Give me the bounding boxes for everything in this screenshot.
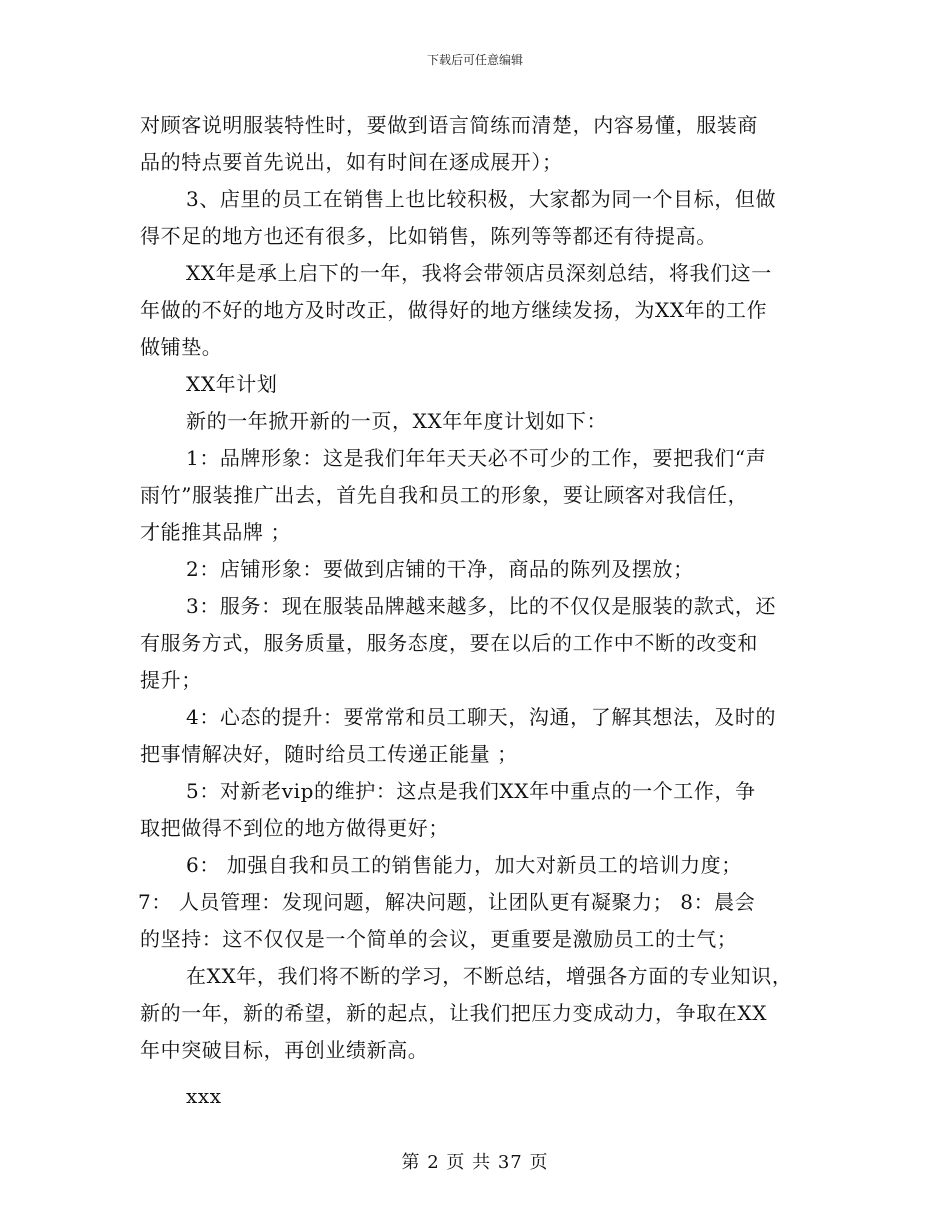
signature-line: xxx xyxy=(186,1084,222,1108)
plan-item-2: 2：店铺形象：要做到店铺的干净，商品的陈列及摆放； xyxy=(186,557,694,581)
paragraph-line-1: 对顾客说明服装特性时，要做到语言简练而清楚，内容易懂，服装商 xyxy=(140,113,758,137)
plan-item-6: 6： 加强自我和员工的销售能力，加大对新员工的培训力度； xyxy=(186,853,742,877)
page-header: 下载后可任意编辑 xyxy=(426,53,523,67)
plan-item-4-line-2: 把事情解决好，随时给员工传递正能量 ； xyxy=(140,742,518,766)
paragraph-line-7: 做铺垫。 xyxy=(140,335,223,359)
plan-item-1-line-2: 雨竹”服装推广出去，首先自我和员工的形象，要让顾客对我信任， xyxy=(140,483,749,507)
paragraph-line-3: 3、店里的员工在销售上也比较积极，大家都为同一个目标，但做 xyxy=(186,187,777,211)
plan-item-1-line-1: 1：品牌形象：这是我们年年天天必不可少的工作，要把我们“声 xyxy=(186,446,767,470)
plan-item-1-line-3: 才能推其品牌 ； xyxy=(140,520,292,544)
paragraph-line-9: 新的一年掀开新的一页，XX年年度计划如下： xyxy=(186,409,608,433)
paragraph-line-5: XX年是承上启下的一年，我将会带领店员深刻总结，将我们这一 xyxy=(186,261,772,285)
page-number-footer: 第 2 页 共 37 页 xyxy=(401,1152,549,1173)
paragraph-line-2: 品的特点要首先说出，如有时间在逐成展开）； xyxy=(140,150,563,174)
document-body xyxy=(140,107,830,1115)
closing-paragraph-line-2: 新的一年，新的希望，新的起点，让我们把压力变成动力，争取在XX xyxy=(140,1001,768,1025)
plan-item-5-line-2: 取把做得不到位的地方做得更好； xyxy=(140,816,449,840)
paragraph-line-6: 年做的不好的地方及时改正，做得好的地方继续发扬，为XX年的工作 xyxy=(140,298,768,322)
plan-item-3-line-1: 3：服务：现在服装品牌越来越多，比的不仅仅是服装的款式，还 xyxy=(186,594,777,618)
plan-item-4-line-1: 4：心态的提升：要常常和员工聊天，沟通，了解其想法，及时的 xyxy=(186,705,777,729)
plan-item-3-line-3: 提升； xyxy=(140,668,202,692)
plan-item-5-line-1: 5：对新老vip的维护：这点是我们XX年中重点的一个工作，争 xyxy=(186,779,756,803)
paragraph-line-4: 得不足的地方也还有很多，比如销售，陈列等等都还有待提高。 xyxy=(140,224,717,248)
plan-item-7-8-line-1: 7： 人员管理：发现问题，解决问题，让团队更有凝聚力； 8：晨会 xyxy=(138,890,756,914)
plan-item-3-line-2: 有服务方式，服务质量，服务态度，要在以后的工作中不断的改变和 xyxy=(140,631,758,655)
closing-paragraph-line-3: 年中突破目标，再创业绩新高。 xyxy=(140,1038,429,1062)
plan-item-8-line-2: 的坚持：这不仅仅是一个简单的会议，更重要是激励员工的士气； xyxy=(140,927,738,951)
closing-paragraph-line-1: 在XX年，我们将不断的学习，不断总结，增强各方面的专业知识， xyxy=(186,964,793,988)
section-heading-plan: XX年计划 xyxy=(186,372,278,396)
